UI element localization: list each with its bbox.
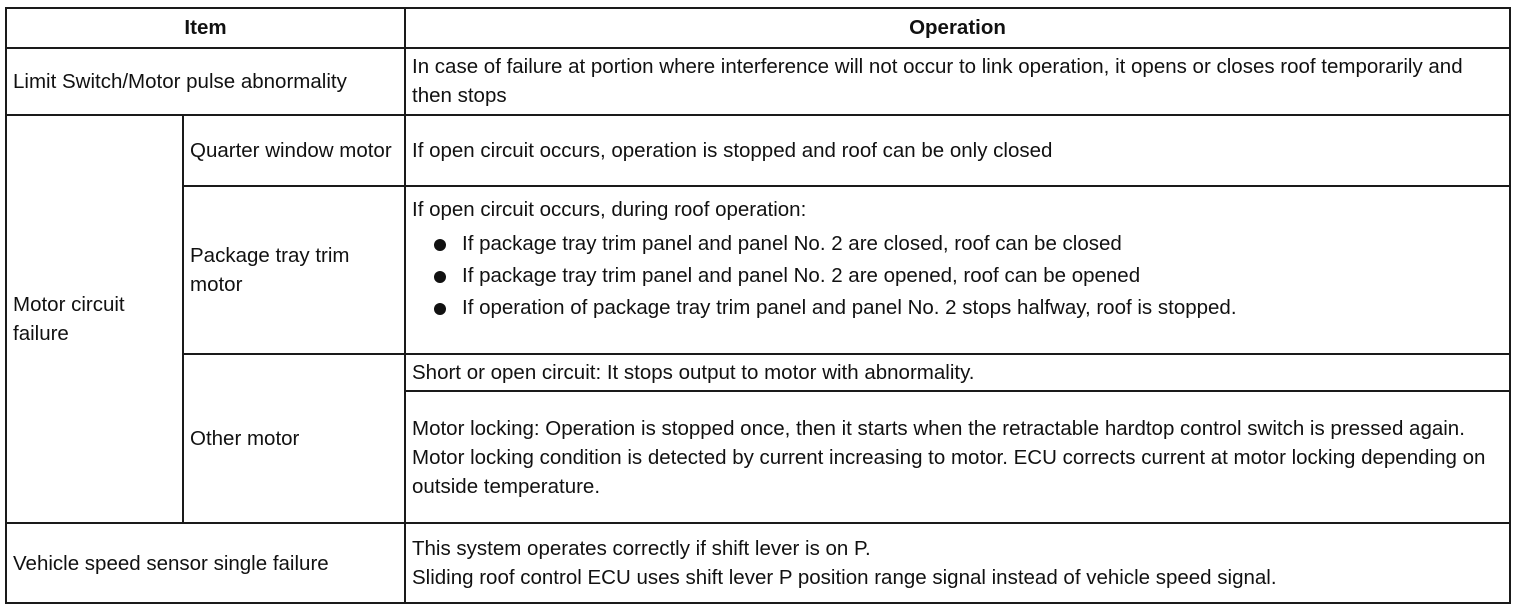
- table-row: [6, 523, 1510, 603]
- operation-cell: If open circuit occurs, operation is stopped and roof can be only closed: [405, 115, 1510, 186]
- operation-cell: [405, 186, 1510, 354]
- bullet-list: [412, 228, 1503, 324]
- item-cell: Vehicle speed sensor single failure: [6, 523, 405, 603]
- operation-line: This system operates correctly if shift lever is on P.: [412, 537, 871, 561]
- operation-line: Sliding roof control ECU uses shift lever P position range signal instead of vehicle speed signal.: [412, 566, 1277, 590]
- operation-cell: Short or open circuit: It stops output to motor with abnormality.: [405, 354, 1510, 392]
- sub-item-cell: Other motor: [183, 354, 405, 524]
- table-row: [6, 115, 1510, 186]
- header-operation: Operation: [405, 8, 1510, 48]
- list-item: If package tray trim panel and panel No. 2 are closed, roof can be closed: [428, 228, 1503, 260]
- table-row: [6, 354, 1510, 392]
- list-item: If operation of package tray trim panel and panel No. 2 stops halfway, roof is stopped.: [428, 292, 1503, 324]
- sub-item-cell: Package tray trim motor: [183, 186, 405, 354]
- list-item: If package tray trim panel and panel No. 2 are opened, roof can be opened: [428, 260, 1503, 292]
- item-cell: Limit Switch/Motor pulse abnormality: [6, 48, 405, 115]
- operation-cell: [405, 523, 1510, 603]
- operation-cell: [405, 391, 1510, 523]
- operation-line: Motor locking: Operation is stopped once, then it starts when the retractable hardtop control switch is pressed again.: [412, 416, 1465, 440]
- operation-cell: In case of failure at portion where interference will not occur to link operation, it opens or closes roof temporarily and then stops: [405, 48, 1510, 115]
- operation-line: Motor locking condition is detected by current increasing to motor. ECU corrects current at motor locking depending on outside temperature.: [412, 445, 1486, 498]
- operation-table: [5, 7, 1511, 604]
- operation-lead: If open circuit occurs, during roof operation:: [412, 198, 807, 222]
- item-cell: Motor circuit failure: [6, 115, 183, 524]
- table-row: [6, 48, 1510, 115]
- header-item: Item: [6, 8, 405, 48]
- header-row: [6, 8, 1510, 48]
- sub-item-cell: Quarter window motor: [183, 115, 405, 186]
- table-row: [6, 186, 1510, 354]
